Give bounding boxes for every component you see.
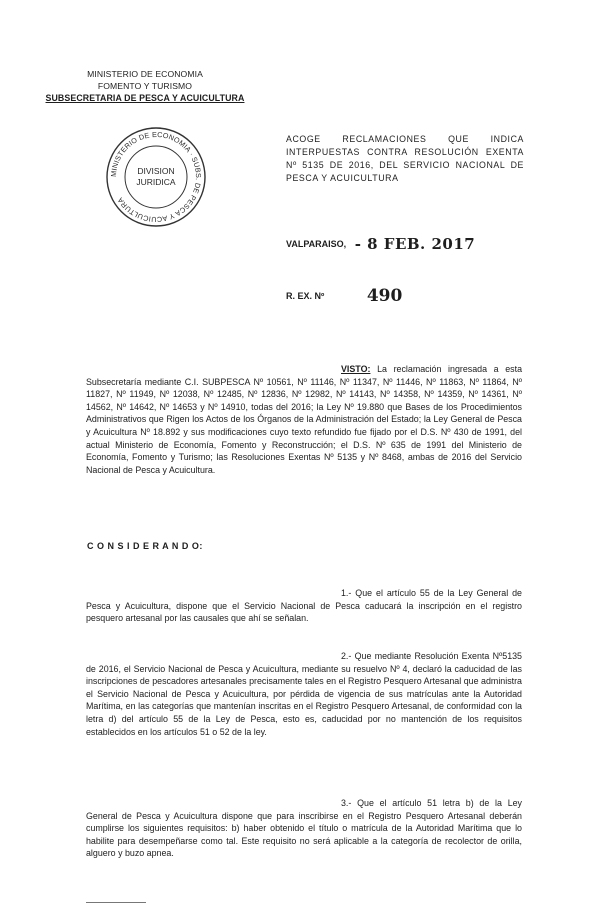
- considerando-item: [86, 587, 522, 625]
- stamp-ring-text: MINISTERIO DE ECONOMIA · SUBS. DE PESCA Y ACUICULTURA: [108, 129, 204, 225]
- considerando-item-2: 2.- Que mediante Resolución Exenta Nº5135 de 2016, el Servicio Nacional de Pesca y Acuicultura, mediante su resuelvo Nº 4, declaró la caducidad de las inscripciones de pescadores artesanales precisamente tales en el Registro Pesquero Artesanal que administra el Servicio Nacional de Pesca y Acuicultura, por pérdida de vigencia de sus matrículas ante la Autoridad Marítima, en las categorías que mantenían inscritas en el Registro Pesquero Artesanal, de conformidad con la letra d) del artículo 55 de la Ley de Pesca, esto es, caducidad por no mantención de los requisitos establecidos en los artículos 51 o 52 de la ley.: [86, 651, 522, 737]
- division-juridica-stamp: [104, 125, 208, 229]
- considerando-item: [86, 650, 522, 738]
- visto-text: La reclamación ingresada a esta Subsecretaría mediante C.I. SUBPESCA Nº 10561, Nº 11146, Nº 11347, Nº 11446, Nº 11863, Nº 11864, Nº 11827, Nº 11949, Nº 12038, Nº 12485, Nº 12836, Nº 12982, Nº 14143, Nº 14358, Nº 14359, Nº 14361, Nº 14562, Nº 14642, Nº 14653 y Nº 14910, todas del 2016; la Ley Nº 19.880 que Bases de los Procedimientos Administrativos que Rigen los Actos de los Órganos de la Administración del Estado; la Ley General de Pesca y Acuicultura Nº 18.892 y sus modificaciones cuyo texto refundido fue fijado por el D.S. Nº 430 de 1991, del actual Ministerio de Economía, Fomento y Reconstrucción; el D.S. Nº 635 de 1991 del Ministerio de Economía, Fomento y Turismo; las Resoluciones Exentas Nº 5135 y Nº 8468, ambas de 2016 del Servicio Nacional de Pesca y Acuicultura.: [86, 364, 522, 475]
- visto-label: VISTO:: [341, 364, 371, 374]
- resolution-number-line: [286, 286, 526, 306]
- considerando-item-1: 1.- Que el artículo 55 de la Ley General de Pesca y Acuicultura, dispone que el Servicio Nacional de Pesca caducará la inscripción en el registro pesquero artesanal por las causales que ahí se señalan.: [86, 588, 522, 624]
- place-date-line: [286, 235, 526, 253]
- considerando-title: C O N S I D E R A N D O:: [87, 541, 203, 551]
- resolution-subject: ACOGE RECLAMACIONES QUE INDICA INTERPUESTAS CONTRA RESOLUCIÓN EXENTA Nº 5135 DE 2016, DEL SERVICIO NACIONAL DE PESCA Y ACUICULTURA: [286, 134, 524, 183]
- ministry-subtitle: FOMENTO Y TURISMO: [97, 81, 193, 91]
- considerando-item-3: 3.- Que el artículo 51 letra b) de la Ley General de Pesca y Acuicultura dispone que para inscribirse en el Registro Pesquero Artesanal deberán cumplirse los siguientes requisitos: b) haber obtenido el título o matrícula de la Autoridad Marítima que lo habilite para desempeñarse como tal. Este requisito no será aplicable a la categoría de recolector de orilla, alguero y buzo apnea.: [86, 798, 522, 859]
- subsecretaria-name: SUBSECRETARIA DE PESCA Y ACUICULTURA: [45, 93, 245, 103]
- date-stamp: - 8 FEB. 2017: [354, 235, 476, 253]
- ministry-name: MINISTERIO DE ECONOMIA: [87, 69, 203, 79]
- resolution-number: 490: [366, 286, 403, 306]
- city-label: VALPARAISO,: [286, 239, 347, 249]
- stamp-center-line2: JURIDICA: [136, 177, 176, 187]
- letterhead: [40, 68, 250, 104]
- considerando-item: [86, 797, 522, 860]
- stamp-center-line1: DIVISION: [137, 166, 175, 176]
- visto-section: [86, 363, 522, 476]
- footer-rule: [86, 902, 146, 903]
- resolution-label: R. EX. Nº: [286, 291, 325, 301]
